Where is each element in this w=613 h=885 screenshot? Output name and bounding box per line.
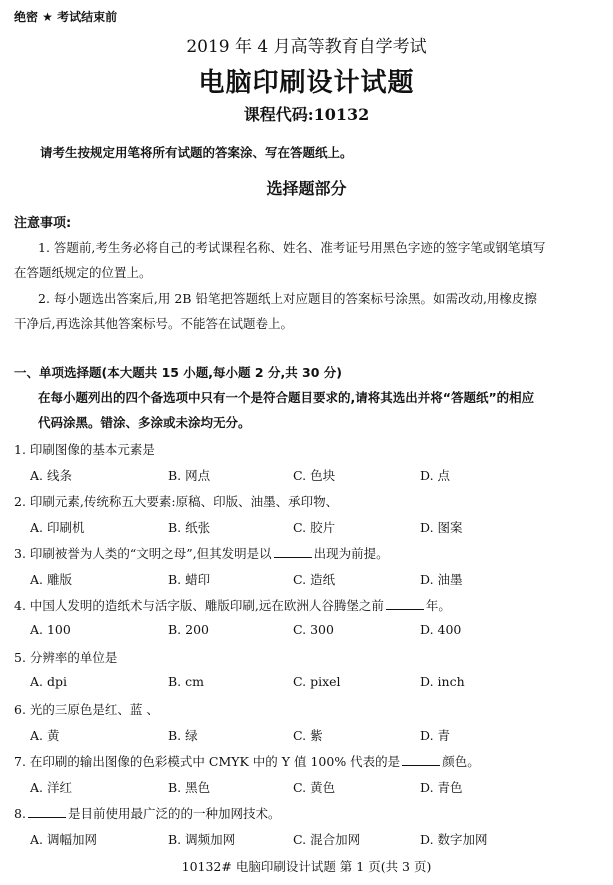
course-code: 课程代码:10132 [243, 105, 370, 124]
answer-instruction: 请考生按规定用笔将所有试题的答案涂、写在答题纸上。 [40, 145, 353, 160]
page-title: 电脑印刷设计试题 [198, 68, 415, 98]
question-5-option-c: C. pixel [293, 674, 341, 689]
question-4-option-b: B. 200 [168, 622, 209, 637]
question-4-option-d: D. 400 [420, 622, 462, 637]
question-1-option-a: A. 线条 [30, 468, 72, 483]
question-8-option-a: A. 调幅加网 [30, 832, 97, 847]
part-1-desc-line-1: 在每小题列出的四个备选项中只有一个是符合题目要求的,请将其选出并将“答题纸”的相应 [38, 390, 535, 405]
question-1-option-b: B. 网点 [168, 468, 211, 483]
question-4-stem-end: 年。 [425, 598, 451, 613]
question-7-option-d: D. 青色 [420, 780, 463, 795]
answer-blank [274, 547, 312, 558]
question-7-stem-start: 7. 在印刷的输出图像的色彩模式中 CMYK 中的 Y 值 100% 代表的是 [14, 754, 401, 769]
question-2-option-b: B. 纸张 [168, 520, 211, 535]
section-title: 选择题部分 [266, 179, 347, 198]
question-8-option-d: D. 数字加网 [420, 832, 488, 847]
question-5-stem: 5. 分辨率的单位是 [14, 650, 118, 665]
question-8-option-b: B. 调频加网 [168, 832, 236, 847]
question-7-stem-end: 颜色。 [442, 754, 480, 769]
note-2-line-1: 2. 每小题选出答案后,用 2B 铅笔把答题纸上对应题目的答案标号涂黑。如需改动,用橡皮擦 [38, 291, 537, 306]
question-3-option-c: C. 造纸 [293, 572, 336, 587]
question-3-stem [14, 544, 389, 562]
question-5-option-d: D. inch [420, 674, 465, 689]
part-1-desc-line-2: 代码涂黑。错涂、多涂或未涂均无分。 [38, 415, 251, 430]
question-4-stem [14, 596, 451, 614]
question-7-stem [14, 752, 480, 770]
question-2-option-a: A. 印刷机 [30, 520, 85, 535]
question-6-option-d: D. 青 [420, 728, 451, 743]
question-3-stem-start: 3. 印刷被誉为人类的“文明之母”,但其发明是以 [14, 546, 272, 561]
exam-session-line: 2019 年 4 月高等教育自学考试 [186, 37, 427, 57]
note-1-line-1: 1. 答题前,考生务必将自己的考试课程名称、姓名、准考证号用黑色字迹的签字笔或钢笔填写 [38, 240, 546, 255]
question-1-option-d: D. 点 [420, 468, 451, 483]
page-footer: 10132# 电脑印刷设计试题 第 1 页(共 3 页) [181, 859, 432, 874]
question-6-option-c: C. 紫 [293, 728, 323, 743]
question-8-option-c: C. 混合加网 [293, 832, 361, 847]
question-2-stem: 2. 印刷元素,传统称五大要素:原稿、印版、油墨、承印物、 [14, 494, 339, 509]
question-4-option-c: C. 300 [293, 622, 334, 637]
question-7-option-b: B. 黑色 [168, 780, 211, 795]
question-6-option-a: A. 黄 [30, 728, 60, 743]
answer-blank [402, 755, 440, 766]
question-7-option-a: A. 洋红 [30, 780, 72, 795]
question-8-stem [14, 804, 280, 822]
answer-blank [386, 599, 424, 610]
question-3-stem-end: 出现为前提。 [313, 546, 389, 561]
question-5-option-a: A. dpi [30, 674, 67, 689]
question-2-option-c: C. 胶片 [293, 520, 336, 535]
question-3-option-b: B. 蜡印 [168, 572, 211, 587]
question-8-stem-end: 是目前使用最广泛的的一种加网技术。 [67, 806, 281, 821]
part-1-heading: 一、单项选择题(本大题共 15 小题,每小题 2 分,共 30 分) [14, 365, 343, 380]
answer-blank [28, 807, 66, 818]
question-7-option-c: C. 黄色 [293, 780, 336, 795]
question-3-option-d: D. 油墨 [420, 572, 463, 587]
question-6-stem: 6. 光的三原色是红、蓝 、 [14, 702, 159, 717]
question-2-option-d: D. 图案 [420, 520, 463, 535]
question-1-option-c: C. 色块 [293, 468, 336, 483]
note-2-line-2: 干净后,再选涂其他答案标号。不能答在试题卷上。 [14, 316, 293, 331]
question-4-stem-start: 4. 中国人发明的造纸术与活字版、雕版印刷,远在欧洲人谷腾堡之前 [14, 598, 384, 613]
question-3-option-a: A. 雕版 [30, 572, 72, 587]
question-4-option-a: A. 100 [30, 622, 71, 637]
question-1-stem: 1. 印刷图像的基本元素是 [14, 442, 155, 457]
question-5-option-b: B. cm [168, 674, 204, 689]
confidential-mark: 绝密 ★ 考试结束前 [14, 10, 118, 24]
notes-heading: 注意事项: [14, 216, 72, 231]
note-1-line-2: 在答题纸规定的位置上。 [14, 265, 152, 280]
question-6-option-b: B. 绿 [168, 728, 198, 743]
question-8-stem-start: 8. [14, 806, 26, 821]
